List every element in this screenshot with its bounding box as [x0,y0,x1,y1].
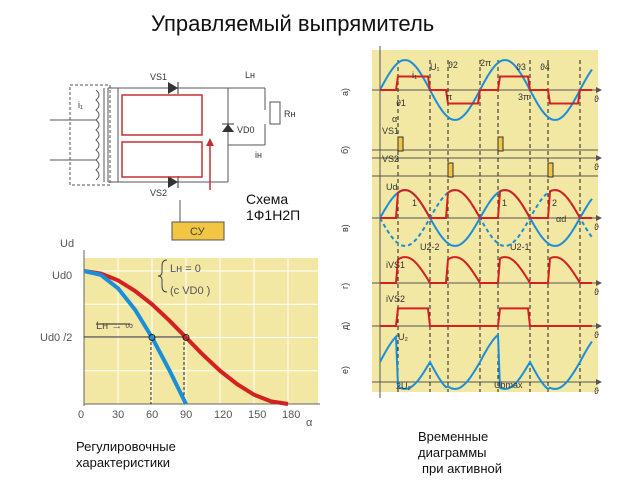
ld-label: Lн [245,70,255,80]
x-tick-label: 90 [180,409,193,421]
timing-label-u1: U₁ [430,62,440,72]
theta-label: ϑ [594,330,599,340]
timing-label-two_u2: 2U₂ [396,381,411,391]
vs1-label: VS1 [150,72,168,82]
timing-label-one: 1 [412,198,418,208]
legend-line2: (с VD0 ) [170,285,211,297]
timing-label-theta4: ϑ4 [540,62,550,72]
axis-arrow [596,323,602,329]
timing-label-u2: U₂ [398,332,408,342]
axis-arrow [596,155,602,161]
id-label: iн [255,150,262,160]
axis-arrow [596,379,602,385]
y-axis-label: Ud [60,238,75,250]
x-tick-label: 60 [146,409,159,421]
page-title: Управляемый выпрямитель [151,11,435,36]
timing-label-u21: U2-1 [510,242,530,252]
row-letter: б) [340,145,350,154]
timing-caption-line1: Временные [418,429,489,444]
x-axis-label: α [306,417,313,429]
inf-label: Lн → ∞ [96,320,134,332]
x-tick-label: 180 [282,409,301,421]
gate-pulse [398,137,403,151]
timing-caption [418,429,502,477]
gate-pulse [548,163,553,177]
axis-arrow [596,215,602,221]
timing-label-ubmax: Ubmax [494,380,523,390]
scheme-label-line1: Схема [246,191,289,207]
theta-label: ϑ [594,162,599,172]
theta-label: ϑ [594,94,599,104]
gate-pulse [498,137,503,151]
timing-caption-line3: при активной [422,461,502,476]
legend-line1: Lн = 0 [170,263,201,275]
timing-label-theta1: ϑ1 [396,98,406,108]
row-letter: а) [340,87,350,96]
timing-label-two: 2 [552,198,558,208]
timing-label-ivs2: iVS2 [386,294,406,304]
timing-label-i1: i₁ [412,70,418,80]
timing-label-theta2: ϑ2 [448,60,458,70]
x-tick-label: 30 [112,409,125,421]
row-letter: в) [340,224,350,232]
i1-label: i₁ [78,100,84,110]
y-tick-half: Ud0 /2 [40,332,73,344]
timing-label-vs2: VS2 [382,154,400,164]
theta-label: ϑ [594,386,599,396]
timing-label-theta3: ϑ3 [516,62,526,72]
row-letter: е) [340,365,350,374]
vd0-label: VD0 [237,125,255,135]
scheme-label-line2: 1Ф1Н2П [246,207,301,223]
timing-label-vs1: VS1 [382,126,400,136]
timing-label-ud: Ud [386,182,398,192]
row-letter: г) [340,282,350,289]
control-unit-label: СУ [190,226,205,238]
regulation-caption-line2: характеристики [76,455,171,470]
x-tick-label: 150 [248,409,267,421]
timing-label-ivs1: iVS1 [386,260,406,270]
timing-label-three_pi: 3π [518,92,530,102]
axis-arrow [596,280,602,286]
timing-label-u22: U2-2 [420,242,440,252]
vs2-label: VS2 [150,188,168,198]
timing-label-two_pi: 2π [480,58,492,68]
x-tick-label: 120 [214,409,233,421]
theta-label: ϑ [594,222,599,232]
gate-pulse [448,163,453,177]
x-tick-label: 0 [78,409,85,421]
timing-label-alpha: α [392,114,398,124]
timing-label-alpha_d: αd [556,214,567,224]
row-letter: д) [340,321,350,330]
timing-label-pi: π [446,92,453,102]
axis-arrow [596,87,602,93]
timing-caption-line2: диаграммы [418,445,487,460]
load-label: Rн [284,109,296,119]
regulation-caption-line1: Регулировочные [76,439,176,454]
theta-label: ϑ [594,287,599,297]
timing-label-one: 1 [502,198,508,208]
y-tick-ud0: Ud0 [52,270,73,282]
